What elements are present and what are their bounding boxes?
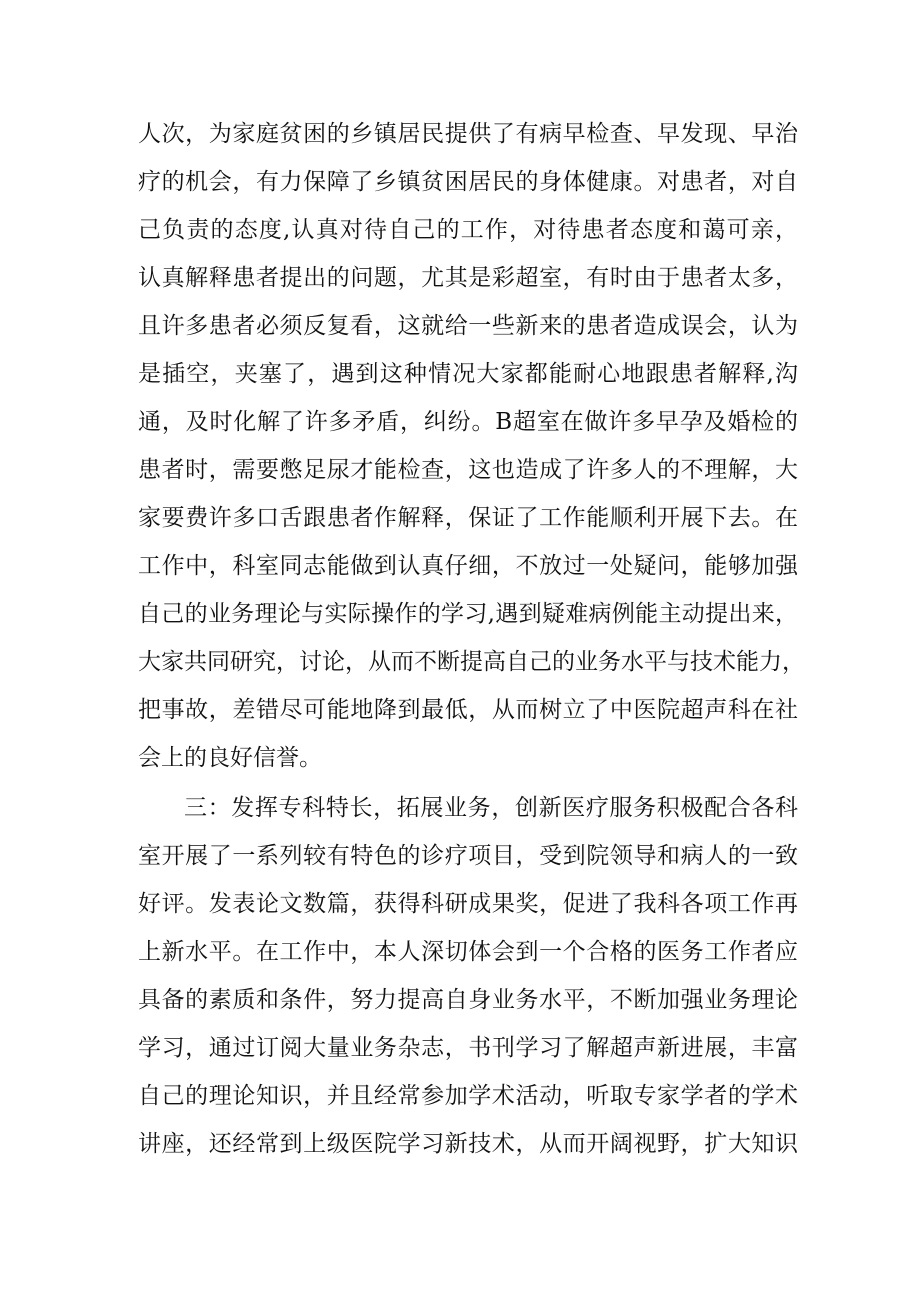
paragraph-2 [138, 784, 798, 1168]
text-line: 上新水平。在工作中，本人深切体会到一个合格的医务工作者应 [138, 939, 798, 965]
text-line: 会上的良好信誉。 [138, 745, 322, 771]
text-line: 三：发挥专科特长，拓展业务，创新医疗服务积极配合各科 [184, 795, 798, 821]
text-line: 室开展了一系列较有特色的诊疗项目，受到院领导和病人的一致 [138, 843, 798, 869]
text-line: 大家共同研究，讨论，从而不断提高自己的业务水平与技术能力， [138, 649, 805, 675]
text-line: 自己的业务理论与实际操作的学习,遇到疑难病例能主动提出来， [138, 601, 798, 627]
text-line: 患者时，需要憋足尿才能检查，这也造成了许多人的不理解，大 [138, 457, 798, 483]
text-line: 具备的素质和条件，努力提高自身业务水平，不断加强业务理论 [138, 987, 798, 1013]
text-line: 自己的理论知识，并且经常参加学术活动，听取专家学者的学术 [138, 1083, 798, 1109]
text-line: 且许多患者必须反复看，这就给一些新来的患者造成误会，认为 [138, 313, 798, 339]
text-line: 学习，通过订阅大量业务杂志，书刊学习了解超声新进展，丰富 [138, 1035, 798, 1061]
text-line: 通，及时化解了许多矛盾，纠纷。B超室在做许多早孕及婚检的 [138, 409, 798, 435]
text-line: 讲座，还经常到上级医院学习新技术，从而开阔视野，扩大知识 [138, 1131, 798, 1157]
text-line: 认真解释患者提出的问题，尤其是彩超室，有时由于患者太多， [138, 265, 798, 291]
text-line: 人次，为家庭贫困的乡镇居民提供了有病早检查、早发现、早治 [138, 121, 798, 147]
text-line: 家要费许多口舌跟患者作解释，保证了工作能顺利开展下去。在 [138, 505, 798, 531]
text-line: 是插空，夹塞了，遇到这种情况大家都能耐心地跟患者解释,沟 [138, 361, 798, 387]
paragraph-1 [138, 110, 805, 782]
text-line: 把事故，差错尽可能地降到最低，从而树立了中医院超声科在社 [138, 697, 798, 723]
text-line: 好评。发表论文数篇，获得科研成果奖，促进了我科各项工作再 [138, 891, 798, 917]
text-line: 工作中，科室同志能做到认真仔细，不放过一处疑问，能够加强 [138, 553, 798, 579]
text-line: 疗的机会，有力保障了乡镇贫困居民的身体健康。对患者，对自 [138, 169, 798, 195]
text-line: 己负责的态度,认真对待自己的工作，对待患者态度和蔼可亲， [138, 217, 798, 243]
